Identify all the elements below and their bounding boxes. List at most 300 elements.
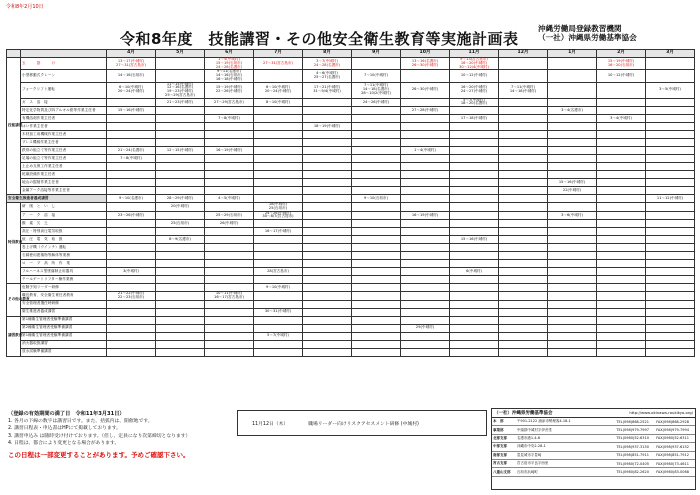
schedule-cell: 20(中城村) [156, 203, 205, 212]
schedule-cell: 11〜15(中城村) 12〜16(名護市) 19〜23(中城村) 25〜29(宮古島市) [156, 82, 205, 98]
schedule-cell [450, 147, 499, 155]
schedule-cell [597, 244, 646, 252]
schedule-cell [254, 179, 303, 187]
table-row [7, 107, 695, 115]
schedule-cell: 28(宮古島市) [254, 268, 303, 276]
schedule-cell [352, 292, 401, 301]
office-org-name: （一社）沖縄県労働基準協会 [494, 411, 553, 416]
table-row [7, 236, 695, 244]
row-label: 低 圧 電 気 取 扱 [21, 236, 107, 244]
schedule-cell [499, 107, 548, 115]
schedule-cell [352, 163, 401, 171]
schedule-cell [597, 131, 646, 139]
schedule-cell [205, 252, 254, 260]
row-label: 職長教育、安全衛生責任者教育 [21, 292, 107, 301]
month-header: 12月 [499, 50, 548, 58]
row-label: フルハーネス型墜落制止用器具 [21, 268, 107, 276]
schedule-cell [597, 82, 646, 98]
table-row [7, 187, 695, 195]
schedule-cell [597, 236, 646, 244]
office-t: TEL(098)979-7997 [616, 428, 649, 433]
table-row [7, 179, 695, 187]
schedule-cell [303, 139, 352, 147]
schedule-cell [548, 203, 597, 212]
schedule-cell [597, 203, 646, 212]
schedule-cell: 13〜17(中城村) 27〜31(宮古島市) [107, 58, 156, 70]
schedule-cell: 4〜6(中城村) 25〜27(名護市) [303, 70, 352, 82]
schedule-cell [156, 187, 205, 195]
schedule-cell [401, 252, 450, 260]
schedule-cell [352, 139, 401, 147]
row-label: ア ー ク 溶 接 [21, 211, 107, 220]
schedule-cell: 1〜5(中城村) 15〜19(石垣市) 24〜28(名護市) [205, 58, 254, 70]
schedule-cell [499, 292, 548, 301]
schedule-cell [254, 115, 303, 123]
schedule-cell [303, 236, 352, 244]
schedule-cell [107, 123, 156, 131]
schedule-cell [401, 70, 450, 82]
row-label: 第1種衛生管理者受験準備講習 [21, 316, 107, 324]
schedule-cell [499, 260, 548, 268]
table-row [7, 292, 695, 301]
schedule-cell [156, 58, 205, 70]
schedule-cell [156, 171, 205, 179]
schedule-cell [401, 292, 450, 301]
row-label: 小型移動式クレーン [21, 70, 107, 82]
schedule-cell: 8〜9(名護市) [156, 236, 205, 244]
schedule-cell [205, 316, 254, 324]
schedule-cell [597, 260, 646, 268]
schedule-cell [107, 252, 156, 260]
office-row [492, 452, 695, 460]
schedule-cell [401, 332, 450, 340]
schedule-cell [401, 155, 450, 163]
schedule-cell [597, 187, 646, 195]
schedule-cell [303, 308, 352, 316]
schedule-cell [205, 300, 254, 308]
schedule-cell [548, 260, 597, 268]
office-f: FAX(0980)73-4611 [656, 461, 689, 466]
table-row [7, 70, 695, 82]
schedule-cell [303, 228, 352, 236]
schedule-cell [646, 155, 695, 163]
schedule-cell [548, 147, 597, 155]
month-header: 2月 [597, 50, 646, 58]
schedule-cell: 26(中城村) [205, 220, 254, 228]
schedule-cell [646, 139, 695, 147]
schedule-cell [597, 107, 646, 115]
schedule-cell [205, 348, 254, 356]
schedule-cell [303, 260, 352, 268]
office-t: TEL(0980)82-2620 [616, 470, 649, 475]
schedule-cell [156, 260, 205, 268]
notice-text: 職場リーダー向けリスクアセスメント研修 (中城村) [308, 421, 419, 427]
schedule-cell [499, 131, 548, 139]
schedule-cell [205, 228, 254, 236]
schedule-cell [548, 276, 597, 284]
schedule-cell [646, 340, 695, 348]
schedule-cell [401, 284, 450, 292]
office-row [492, 443, 695, 451]
row-label: 足場の組立て等作業主任者 [21, 155, 107, 163]
schedule-cell: 16〜19(中城村) [401, 211, 450, 220]
schedule-cell [450, 276, 499, 284]
schedule-cell: 12〜15(中城村) [156, 147, 205, 155]
schedule-cell [107, 316, 156, 324]
schedule-cell [107, 203, 156, 212]
month-header: 9月 [352, 50, 401, 58]
schedule-cell: 7〜10(中城村) [352, 70, 401, 82]
schedule-cell [303, 131, 352, 139]
schedule-cell: 22(中城村) [548, 187, 597, 195]
schedule-cell [303, 340, 352, 348]
schedule-cell [548, 228, 597, 236]
schedule-cell [352, 123, 401, 131]
schedule-cell [107, 348, 156, 356]
schedule-cell [499, 123, 548, 131]
schedule-cell [450, 139, 499, 147]
schedule-cell [107, 324, 156, 332]
schedule-cell: 15〜16(中城村) [107, 107, 156, 115]
table-row [7, 123, 695, 131]
schedule-cell [254, 187, 303, 195]
schedule-cell [107, 131, 156, 139]
schedule-cell [352, 203, 401, 212]
schedule-cell: 15〜16(中城村) [548, 179, 597, 187]
schedule-cell: 16〜17(中城村) [254, 228, 303, 236]
schedule-cell [401, 348, 450, 356]
schedule-cell [352, 236, 401, 244]
office-f: FAX(098)851-7912 [656, 453, 689, 458]
table-row [7, 332, 695, 340]
schedule-cell: 3〜5(中城村) [646, 82, 695, 98]
schedule-cell: 21〜22(中城村) 22〜23(石垣市) [107, 292, 156, 301]
office-directory [491, 408, 696, 490]
schedule-cell [401, 195, 450, 203]
page-title: 令和8年度 技能講習・その他安全衛生教育等実施計画表 [120, 30, 519, 48]
schedule-cell [156, 284, 205, 292]
schedule-cell [499, 284, 548, 292]
table-row [7, 244, 695, 252]
row-label: フォークリフト運転 [21, 82, 107, 98]
schedule-cell [254, 340, 303, 348]
schedule-cell: 7〜11(中城村) 14〜18(中城村) [499, 82, 548, 98]
schedule-cell: 10〜12(中城村) [597, 70, 646, 82]
schedule-cell [450, 260, 499, 268]
month-header: 3月 [646, 50, 695, 58]
schedule-cell [597, 179, 646, 187]
schedule-cell [107, 236, 156, 244]
schedule-cell: 11〜12(中城村) [646, 195, 695, 203]
schedule-cell [646, 300, 695, 308]
schedule-cell [450, 171, 499, 179]
schedule-cell [205, 324, 254, 332]
schedule-cell: 10〜11(中城村) 16〜17(宮古島市) [205, 292, 254, 301]
schedule-cell [499, 171, 548, 179]
schedule-cell [107, 115, 156, 123]
month-header: 1月 [548, 50, 597, 58]
schedule-cell [499, 324, 548, 332]
schedule-cell [450, 220, 499, 228]
schedule-cell [352, 340, 401, 348]
schedule-cell [597, 300, 646, 308]
schedule-cell [499, 308, 548, 316]
schedule-cell [646, 324, 695, 332]
schedule-cell [597, 292, 646, 301]
schedule-cell [450, 123, 499, 131]
schedule-cell [450, 228, 499, 236]
note-line: 1. 各月の下線の数字は講習日です。また、括弧内は、開催地です。 [8, 419, 153, 425]
schedule-cell [303, 276, 352, 284]
schedule-cell [597, 348, 646, 356]
schedule-cell [646, 70, 695, 82]
schedule-cell [107, 187, 156, 195]
schedule-cell [499, 300, 548, 308]
schedule-cell [352, 179, 401, 187]
schedule-cell [107, 300, 156, 308]
schedule-cell: 7〜8(中城村) [107, 155, 156, 163]
schedule-cell [499, 244, 548, 252]
schedule-cell [303, 171, 352, 179]
schedule-cell [646, 348, 695, 356]
schedule-cell [597, 228, 646, 236]
schedule-cell [156, 244, 205, 252]
schedule-cell [499, 58, 548, 70]
schedule-cell [205, 276, 254, 284]
schedule-cell: 6〜10(中城村) 20〜24(中城村) [107, 82, 156, 98]
training-notice-box [237, 410, 487, 436]
schedule-cell [646, 131, 695, 139]
schedule-cell: 7〜11(中城村) 14〜18(名護市) 28〜10/2(中城村) [352, 82, 401, 98]
row-label: はい作業主任者 [21, 123, 107, 131]
office-a: 名護市港1-4-6 [516, 435, 541, 440]
row-label: プレス機械作業主任者 [21, 139, 107, 147]
schedule-cell: 27〜28(中城村) [401, 107, 450, 115]
schedule-cell [205, 171, 254, 179]
schedule-cell [254, 300, 303, 308]
schedule-cell [303, 348, 352, 356]
schedule-cell: 3〜4(中城村) [597, 115, 646, 123]
schedule-cell [597, 163, 646, 171]
schedule-cell [450, 300, 499, 308]
office-row [492, 418, 695, 426]
schedule-cell [499, 70, 548, 82]
table-row [7, 131, 695, 139]
row-label: ロ ー プ 高 所 作 業 [21, 260, 107, 268]
schedule-cell [450, 211, 499, 220]
schedule-cell [156, 276, 205, 284]
schedule-cell [646, 203, 695, 212]
schedule-cell [156, 252, 205, 260]
schedule-cell [597, 268, 646, 276]
schedule-cell [205, 155, 254, 163]
office-n: 宮古支部 [493, 461, 507, 466]
schedule-cell [254, 131, 303, 139]
schedule-cell: 25〜29(石垣市) [205, 211, 254, 220]
row-label: 高圧・特別高圧電気取扱 [21, 228, 107, 236]
table-row [7, 324, 695, 332]
schedule-cell [401, 308, 450, 316]
schedule-cell [548, 115, 597, 123]
schedule-cell [254, 348, 303, 356]
schedule-cell [646, 284, 695, 292]
schedule-cell [205, 203, 254, 212]
schedule-cell: 1〜4(中城村) [401, 147, 450, 155]
office-n: 本 部 [493, 419, 504, 424]
schedule-cell: 4〜5(中城村) [205, 195, 254, 203]
schedule-cell [156, 340, 205, 348]
schedule-cell [352, 147, 401, 155]
schedule-cell [499, 276, 548, 284]
schedule-cell [107, 276, 156, 284]
schedule-cell: 13〜16(名護市) 26〜30(中城村) [401, 58, 450, 70]
schedule-cell [597, 123, 646, 131]
schedule-cell [499, 147, 548, 155]
schedule-cell [548, 268, 597, 276]
row-label: 石綿使用建築物等解体等業務 [21, 252, 107, 260]
schedule-cell [352, 171, 401, 179]
schedule-cell [352, 58, 401, 70]
schedule-cell: 16〜20(中城村) 24〜27(中城村) [450, 82, 499, 98]
schedule-cell [548, 236, 597, 244]
schedule-cell [646, 308, 695, 316]
schedule-cell [107, 171, 156, 179]
schedule-cell [597, 155, 646, 163]
schedule-cell [646, 115, 695, 123]
table-row [7, 203, 695, 212]
schedule-cell [352, 316, 401, 324]
month-header: 4月 [107, 50, 156, 58]
schedule-cell [548, 70, 597, 82]
schedule-cell [499, 163, 548, 171]
schedule-cell [352, 220, 401, 228]
office-n: 中部支部 [493, 444, 507, 449]
schedule-cell [499, 268, 548, 276]
category-skill: 技能講習 [7, 58, 21, 195]
schedule-cell [597, 276, 646, 284]
schedule-cell [548, 332, 597, 340]
schedule-cell [646, 58, 695, 70]
schedule-cell [597, 211, 646, 220]
schedule-cell [597, 316, 646, 324]
office-row [492, 426, 695, 434]
schedule-cell [646, 107, 695, 115]
schedule-cell [352, 268, 401, 276]
schedule-cell [646, 98, 695, 107]
schedule-cell: 9〜10(中城村) [254, 284, 303, 292]
schedule-cell [450, 316, 499, 324]
note-line: 3. 講習申込み は随時受け付けております。（但し、定員になり次第締切となります） [8, 433, 191, 439]
schedule-cell [303, 163, 352, 171]
schedule-cell [156, 131, 205, 139]
month-header-row [7, 50, 695, 58]
schedule-cell [646, 236, 695, 244]
category-other: その他の教育 [7, 284, 21, 317]
schedule-cell [401, 98, 450, 107]
table-row [7, 316, 695, 324]
schedule-cell [254, 276, 303, 284]
schedule-cell [548, 316, 597, 324]
schedule-cell [156, 228, 205, 236]
schedule-cell [646, 292, 695, 301]
schedule-cell [107, 220, 156, 228]
schedule-cell [548, 308, 597, 316]
schedule-cell [548, 195, 597, 203]
month-header: 7月 [254, 50, 303, 58]
schedule-cell [254, 292, 303, 301]
schedule-cell [597, 220, 646, 228]
table-row [7, 98, 695, 107]
schedule-cell [401, 268, 450, 276]
schedule-cell: 10〜12(中城村) [450, 70, 499, 82]
schedule-cell [205, 308, 254, 316]
schedule-cell: 7〜8(中城村) [205, 115, 254, 123]
website-link[interactable]: http://www.okinawa-roukikyo.org/ [629, 410, 693, 415]
schedule-cell [401, 115, 450, 123]
schedule-cell [646, 179, 695, 187]
schedule-cell [597, 139, 646, 147]
schedule-cell [107, 139, 156, 147]
schedule-cell [499, 98, 548, 107]
category-special: 特別教育 [7, 203, 21, 284]
schedule-cell [646, 147, 695, 155]
schedule-cell [646, 252, 695, 260]
schedule-cell [548, 348, 597, 356]
notice-date: 11月12日（木） [252, 421, 289, 427]
schedule-cell [156, 107, 205, 115]
schedule-cell [156, 332, 205, 340]
schedule-cell: 28〜29(中城村) [156, 195, 205, 203]
schedule-cell [401, 276, 450, 284]
schedule-cell [401, 220, 450, 228]
schedule-cell: 27〜31(宮古島市) [254, 58, 303, 70]
office-t: TEL(098)851-7911 [616, 453, 649, 458]
schedule-cell [450, 284, 499, 292]
schedule-cell [156, 70, 205, 82]
schedule-cell [303, 195, 352, 203]
corner-cell [7, 50, 21, 58]
schedule-cell: 6〜10(中城村) 20〜24(中城村) [254, 82, 303, 98]
schedule-cell [646, 316, 695, 324]
month-header: 11月 [450, 50, 499, 58]
schedule-cell [156, 211, 205, 220]
row-label: 鉄骨の組立て等作業主任者 [21, 147, 107, 155]
schedule-cell [597, 324, 646, 332]
schedule-cell [401, 244, 450, 252]
schedule-cell [156, 139, 205, 147]
schedule-cell [646, 220, 695, 228]
schedule-cell [205, 260, 254, 268]
schedule-cell [205, 163, 254, 171]
office-t: TEL(0980)52-6310 [616, 436, 649, 441]
row-label: 地山の掘削作業主任者 [21, 179, 107, 187]
month-header: 10月 [401, 50, 450, 58]
table-row [7, 348, 695, 356]
schedule-cell [450, 292, 499, 301]
schedule-cell [107, 340, 156, 348]
schedule-cell: 17〜18(中城村) [450, 115, 499, 123]
schedule-cell [401, 171, 450, 179]
schedule-cell [401, 236, 450, 244]
schedule-cell: 23〜26(中城村) [107, 211, 156, 220]
table-row [7, 195, 695, 203]
schedule-cell [597, 308, 646, 316]
schedule-cell [254, 171, 303, 179]
row-label: 乾燥設備作業主任者 [21, 171, 107, 179]
schedule-cell [352, 284, 401, 292]
schedule-cell [401, 139, 450, 147]
schedule-cell [646, 163, 695, 171]
